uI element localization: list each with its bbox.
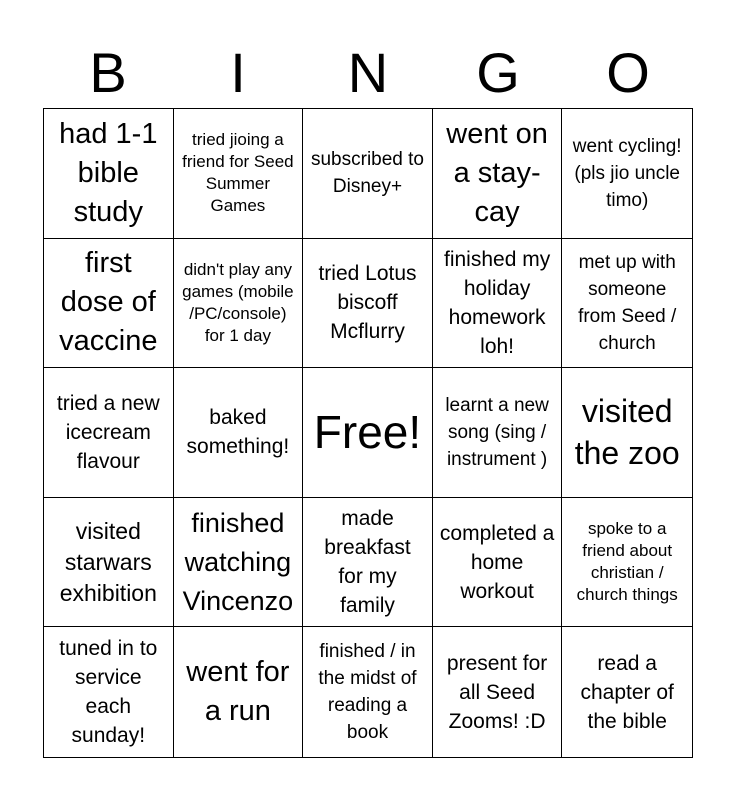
bingo-cell-text: finished my holiday homework loh! xyxy=(443,247,551,358)
bingo-cell-r5c2[interactable] xyxy=(174,627,304,757)
bingo-cell-r5c3[interactable] xyxy=(303,627,433,757)
bingo-cell-r1c2[interactable] xyxy=(174,109,304,239)
bingo-cell-text: went cycling! (pls jio uncle timo) xyxy=(572,135,682,211)
bingo-cell-r2c3[interactable] xyxy=(303,239,433,369)
header-letter-i: I xyxy=(230,41,246,104)
bingo-cell-r1c3[interactable] xyxy=(303,109,433,239)
bingo-cell-r1c5 c5[interactable] xyxy=(562,109,692,239)
bingo-cell-r2c2[interactable] xyxy=(174,239,304,369)
bingo-cell-text: Free! xyxy=(313,406,422,459)
bingo-cell-text: completed a home workout xyxy=(439,521,555,603)
bingo-cell-text: didn't play any games (mobile /PC/console) for 1 day xyxy=(182,259,294,345)
bingo-cell-text: tuned in to service each sunday! xyxy=(59,637,158,748)
bingo-header xyxy=(43,38,693,108)
bingo-cell-r3c2[interactable] xyxy=(174,368,304,498)
bingo-cell-text: had 1-1 bible study xyxy=(59,117,158,228)
header-letter-o: O xyxy=(606,41,650,104)
bingo-cell-r5c1[interactable] xyxy=(44,627,174,757)
header-letter-n: N xyxy=(347,41,389,104)
bingo-cell-text: went on a stay-cay xyxy=(446,117,548,228)
bingo-cell-text: visited starwars exhibition xyxy=(59,517,157,606)
bingo-board xyxy=(43,108,693,758)
bingo-cell-r1c4[interactable] xyxy=(433,109,563,239)
bingo-cell-text: visited the zoo xyxy=(574,393,680,472)
header-letter-g: G xyxy=(476,41,520,104)
bingo-cell-text: met up with someone from Seed / church xyxy=(578,251,677,354)
bingo-cell-r4c5[interactable] xyxy=(562,498,692,628)
bingo-cell-text: read a chapter of the bible xyxy=(580,651,674,733)
bingo-cell-text: tried a new icecream flavour xyxy=(56,391,160,473)
bingo-cell-r2c4[interactable] xyxy=(433,239,563,369)
bingo-cell-r3c1[interactable] xyxy=(44,368,174,498)
bingo-cell-r4c2[interactable] xyxy=(174,498,304,628)
bingo-cell-r3c5[interactable] xyxy=(562,368,692,498)
bingo-cell-text: made breakfast for my family xyxy=(324,507,411,618)
bingo-cell-r1c1[interactable] xyxy=(44,109,174,239)
bingo-cell-text: present for all Seed Zooms! :D xyxy=(446,651,548,733)
bingo-cell-r4c1[interactable] xyxy=(44,498,174,628)
bingo-cell-r2c5[interactable] xyxy=(562,239,692,369)
bingo-cell-text: baked something! xyxy=(186,406,290,459)
bingo-cell-r2c1[interactable] xyxy=(44,239,174,369)
bingo-cell-r5c4[interactable] xyxy=(433,627,563,757)
bingo-cell-r4c4[interactable] xyxy=(433,498,563,628)
bingo-cell-text: went for a run xyxy=(186,656,290,728)
bingo-cell-text: spoke to a friend about christian / church things xyxy=(576,519,678,605)
bingo-cell-free[interactable] xyxy=(303,368,433,498)
bingo-cell-text: finished watching Vincenzo xyxy=(182,507,294,616)
bingo-cell-text: learnt a new song (sing / instrument ) xyxy=(445,394,549,470)
bingo-cell-text: first dose of vaccine xyxy=(59,247,158,358)
bingo-cell-r3c4[interactable] xyxy=(433,368,563,498)
header-letter-b: B xyxy=(89,41,127,104)
bingo-cell-text: tried Lotus biscoff Mcflurry xyxy=(318,262,417,344)
bingo-cell-r4c3[interactable] xyxy=(303,498,433,628)
bingo-cell-r5c5[interactable] xyxy=(562,627,692,757)
bingo-cell-text: subscribed to Disney+ xyxy=(310,149,424,198)
bingo-cell-text: finished / in the midst of reading a book xyxy=(318,641,417,744)
bingo-cell-text: tried jioing a friend for Seed Summer Games xyxy=(182,130,294,216)
